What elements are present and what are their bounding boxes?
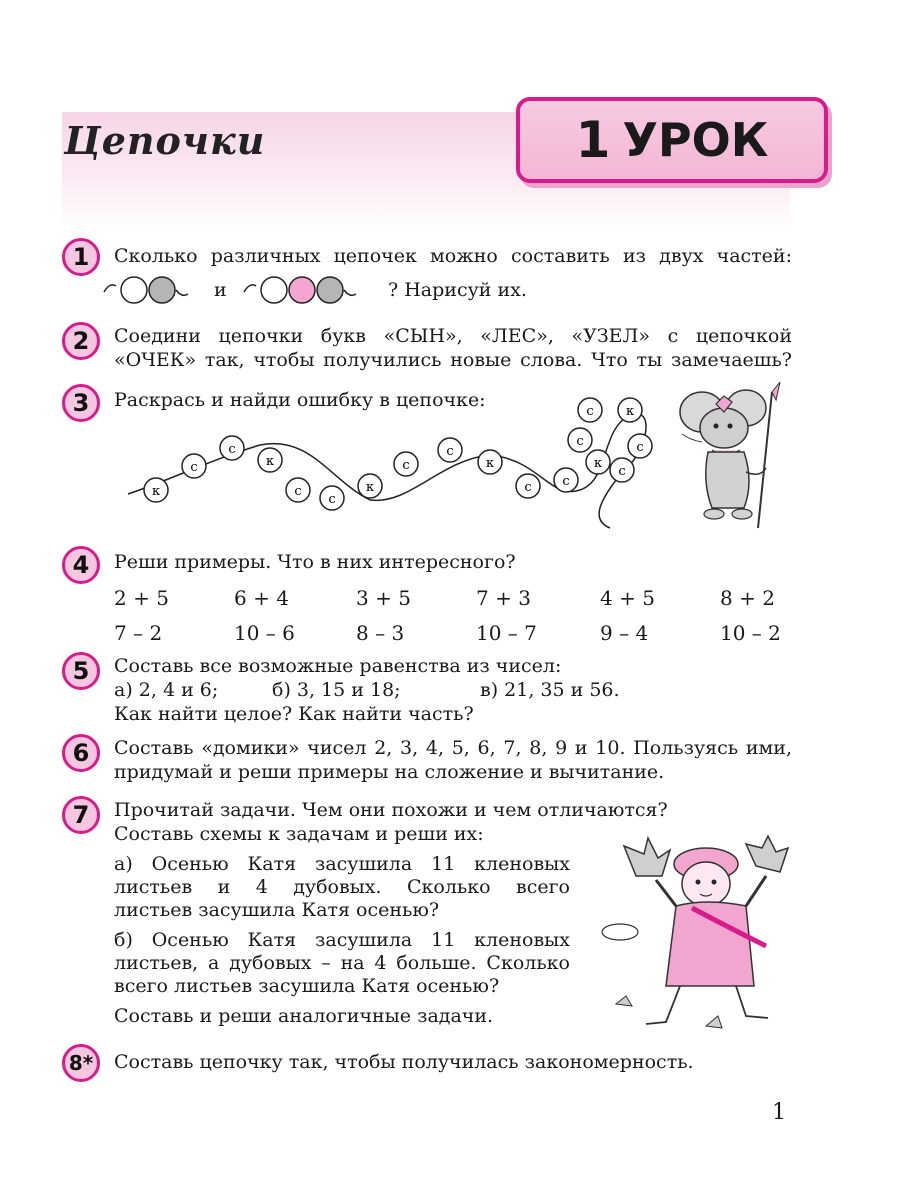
- task-number-badge: 6: [62, 734, 100, 772]
- task-number-badge: 7: [62, 796, 100, 834]
- task-text-line2: придумай и реши примеры на сложение и вычитание.: [114, 761, 665, 783]
- option-a: а) 2, 4 и 6;: [114, 679, 219, 701]
- chain-bead-letter: к: [365, 480, 375, 495]
- option-c: в) 21, 35 и 56.: [480, 679, 620, 701]
- task-5: [62, 652, 792, 727]
- task-text-line1: Прочитай задачи. Чем они похожи и чем отличаются?: [114, 799, 668, 821]
- task-number-badge: 1: [62, 238, 100, 276]
- lesson-number: 1: [575, 111, 611, 169]
- task-2: [62, 320, 792, 376]
- problem-b-line1: б) Осенью Катя засушила 11 кленовых: [114, 929, 570, 951]
- example: 6 + 4: [234, 586, 289, 610]
- task-end-text: Составь и реши аналогичные задачи.: [114, 1005, 494, 1027]
- task-text: Реши примеры. Что в них интересного?: [114, 551, 516, 573]
- mouse-illustration: [672, 382, 792, 532]
- task-8: [62, 1042, 792, 1082]
- example: 2 + 5: [114, 586, 169, 610]
- chain-bead-letter: с: [562, 474, 570, 489]
- example: 10 – 7: [476, 621, 537, 645]
- example: 4 + 5: [600, 586, 655, 610]
- chain-bead-letter: с: [586, 404, 594, 419]
- task-number-badge: 5: [62, 652, 100, 690]
- chain-bead-letter: с: [402, 458, 410, 473]
- task-text: Сколько различных цепочек можно составить из двух частей:: [114, 245, 792, 267]
- example: 7 – 2: [114, 621, 163, 645]
- task-text: Раскрась и найди ошибку в цепочке:: [114, 389, 486, 411]
- chain-bead-letter: к: [151, 484, 161, 499]
- chain-bead-letter: с: [328, 492, 336, 507]
- problem-b-line3: всего листьев засушила Катя осенью?: [114, 975, 500, 997]
- chain-bead-letter: с: [190, 460, 198, 475]
- letter-chain: [110, 390, 670, 550]
- chain-bead-letter: к: [485, 456, 495, 471]
- task-text-line1: Составь все возможные равенства из чисел:: [114, 655, 562, 677]
- problem-a-line1: а) Осенью Катя засушила 11 кленовых: [114, 853, 570, 875]
- example: 3 + 5: [356, 586, 411, 610]
- task-number-badge: 4: [62, 546, 100, 584]
- task-6: [62, 734, 792, 790]
- page-title: Цепочки: [64, 118, 266, 163]
- task-number-badge: 2: [62, 322, 100, 360]
- chain-bead-letter: с: [228, 442, 236, 457]
- chain-bead-letter: с: [524, 480, 532, 495]
- example: 8 – 3: [356, 621, 405, 645]
- girl-with-leaves-illustration: [596, 836, 796, 1036]
- chain-bead-letter: к: [593, 456, 603, 471]
- chain-bead-letter: с: [294, 484, 302, 499]
- task-tail: ? Нарисуй их.: [388, 279, 527, 301]
- example: 8 + 2: [720, 586, 775, 610]
- lesson-badge: [516, 97, 828, 183]
- task-text: Составь цепочку так, чтобы получилась закономерность.: [114, 1051, 694, 1073]
- chain-bead-letter: с: [446, 444, 454, 459]
- example: 10 – 2: [720, 621, 781, 645]
- task-text-line2: «ОЧЕК» так, чтобы получились новые слова. Что ты замечаешь?: [114, 349, 792, 371]
- chain-bead-letter: с: [636, 440, 644, 455]
- task-text-line1: Составь «домики» чисел 2, 3, 4, 5, 6, 7, 8, 9 и 10. Пользуясь ими,: [114, 737, 792, 759]
- chain-bead-letter: к: [265, 454, 275, 469]
- task-1: [62, 236, 792, 306]
- option-b: б) 3, 15 и 18;: [272, 679, 401, 701]
- chain-bead-letter: с: [618, 464, 626, 479]
- lesson-label: УРОК: [622, 113, 769, 167]
- problem-b-line2: листьев, а дубовых – на 4 больше. Сколько: [114, 952, 570, 974]
- task-text-line3: Как найти целое? Как найти часть?: [114, 703, 474, 725]
- chain-bead-letter: к: [625, 404, 635, 419]
- task-4: [62, 546, 792, 579]
- example: 7 + 3: [476, 586, 531, 610]
- page-number: 1: [772, 1100, 786, 1125]
- and-word: и: [214, 279, 227, 301]
- three-bead-chain: [242, 272, 402, 312]
- example: 9 – 4: [600, 621, 649, 645]
- task-number-badge: 8*: [62, 1044, 100, 1082]
- chain-bead-letter: с: [576, 434, 584, 449]
- problem-a-line3: листьев засушила Катя осенью?: [114, 899, 440, 921]
- problem-a-line2: листьев и 4 дубовых. Сколько всего: [114, 876, 570, 898]
- task-text-line1: Соедини цепочки букв «СЫН», «ЛЕС», «УЗЕЛ» с цепочкой: [114, 325, 792, 347]
- task-number-badge: 3: [62, 384, 100, 422]
- task-text-line2: Составь схемы к задачам и реши их:: [114, 823, 484, 845]
- example: 10 – 6: [234, 621, 295, 645]
